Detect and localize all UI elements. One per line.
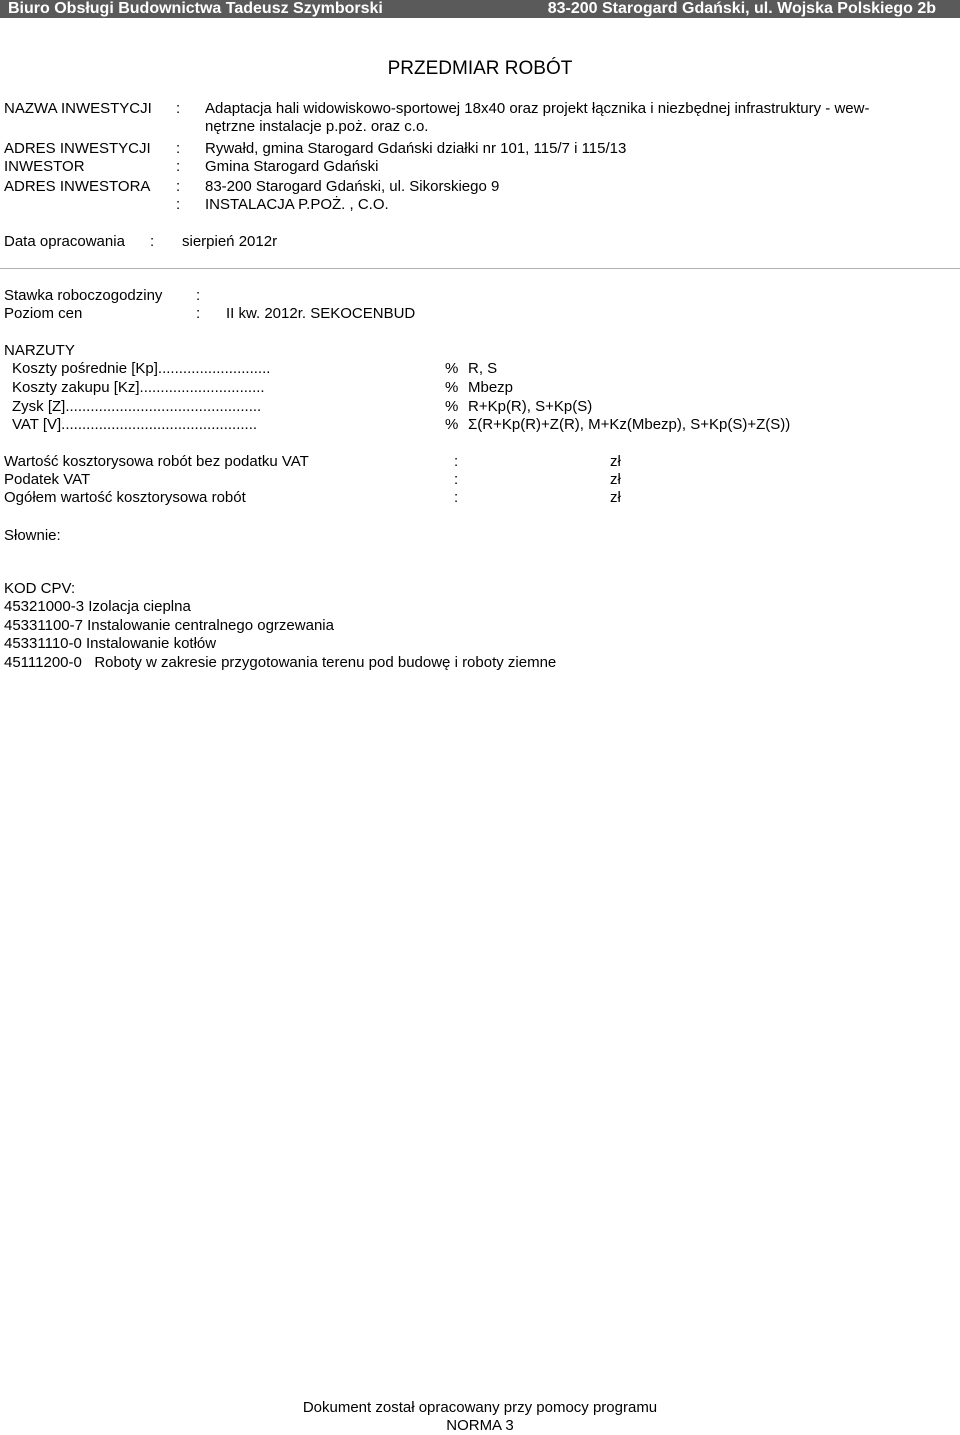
- colon: :: [454, 453, 459, 470]
- colon: :: [176, 100, 181, 117]
- footer-line1: Dokument został opracowany przy pomocy programu: [302, 1399, 658, 1416]
- investment-address: Rywałd, gmina Starogard Gdański działki nr 101, 115/7 i 115/13: [205, 140, 627, 157]
- investment-name-line2: nętrzne instalacje p.poż. oraz c.o.: [205, 118, 429, 135]
- narzut-unit: %: [445, 398, 459, 415]
- currency-unit: zł: [610, 453, 621, 470]
- colon: :: [176, 178, 181, 195]
- colon: :: [176, 196, 181, 213]
- cpv-item: 45331110-0 Instalowanie kotłów: [4, 635, 217, 652]
- hourly-rate-label: Stawka roboczogodziny: [4, 287, 163, 304]
- narzut-base: R+Kp(R), S+Kp(S): [468, 398, 593, 415]
- cpv-heading: KOD CPV:: [4, 580, 76, 597]
- investor-address-label: ADRES INWESTORA: [4, 178, 151, 195]
- total-net-label: Wartość kosztorysowa robót bez podatku VAT: [4, 453, 309, 470]
- investor: Gmina Starogard Gdański: [205, 158, 379, 175]
- investment-address-label: ADRES INWESTYCJI: [4, 140, 151, 157]
- colon: :: [176, 140, 181, 157]
- investor-label: INWESTOR: [4, 158, 85, 175]
- cpv-item: 45111200-0 Roboty w zakresie przygotowania terenu pod budowę i roboty ziemne: [4, 654, 557, 671]
- colon: :: [454, 489, 459, 506]
- narzut-unit: %: [445, 379, 459, 396]
- narzut-label: Koszty pośrednie [Kp]...........................: [12, 360, 271, 377]
- colon: :: [196, 305, 201, 322]
- narzuty-heading: NARZUTY: [4, 342, 75, 359]
- narzut-unit: %: [445, 360, 459, 377]
- narzut-label: VAT [V]...............................................: [12, 416, 258, 433]
- colon: :: [196, 287, 201, 304]
- vat-label: Podatek VAT: [4, 471, 91, 488]
- narzut-base: Mbezp: [468, 379, 514, 396]
- document-title: PRZEDMIAR ROBÓT: [387, 58, 573, 79]
- total-gross-label: Ogółem wartość kosztorysowa robót: [4, 489, 246, 506]
- cpv-item: 45321000-3 Izolacja cieplna: [4, 598, 191, 615]
- footer-line2: NORMA 3: [446, 1417, 514, 1434]
- currency-unit: zł: [610, 489, 621, 506]
- investment-name-label: NAZWA INWESTYCJI: [4, 100, 152, 117]
- price-level-label: Poziom cen: [4, 305, 83, 322]
- investor-address: 83-200 Starogard Gdański, ul. Sikorskiego 9: [205, 178, 500, 195]
- colon: :: [150, 233, 155, 250]
- divider: [0, 268, 960, 269]
- currency-unit: zł: [610, 471, 621, 488]
- price-level-value: II kw. 2012r. SEKOCENBUD: [226, 305, 416, 322]
- slownie-label: Słownie:: [4, 527, 61, 544]
- company-address: 83-200 Starogard Gdański, ul. Wojska Polskiego 2b: [547, 0, 936, 17]
- colon: :: [454, 471, 459, 488]
- narzut-base: Σ(R+Kp(R)+Z(R), M+Kz(Mbezp), S+Kp(S)+Z(S)): [468, 416, 791, 433]
- narzut-label: Koszty zakupu [Kz]..............................: [12, 379, 265, 396]
- colon: :: [176, 158, 181, 175]
- installation-scope: INSTALACJA P.POŻ. , C.O.: [205, 196, 389, 213]
- narzut-label: Zysk [Z]...............................................: [12, 398, 262, 415]
- investment-name-line1: Adaptacja hali widowiskowo-sportowej 18x40 oraz projekt łącznika i niezbędnej infrastruktury - wew-: [205, 100, 870, 117]
- cpv-item: 45331100-7 Instalowanie centralnego ogrzewania: [4, 617, 334, 634]
- date-label: Data opracowania: [4, 233, 125, 250]
- company-name: Biuro Obsługi Budownictwa Tadeusz Szymborski: [8, 0, 383, 17]
- date-value: sierpień 2012r: [182, 233, 278, 250]
- narzut-base: R, S: [468, 360, 498, 377]
- narzut-unit: %: [445, 416, 459, 433]
- page-header: [0, 0, 960, 18]
